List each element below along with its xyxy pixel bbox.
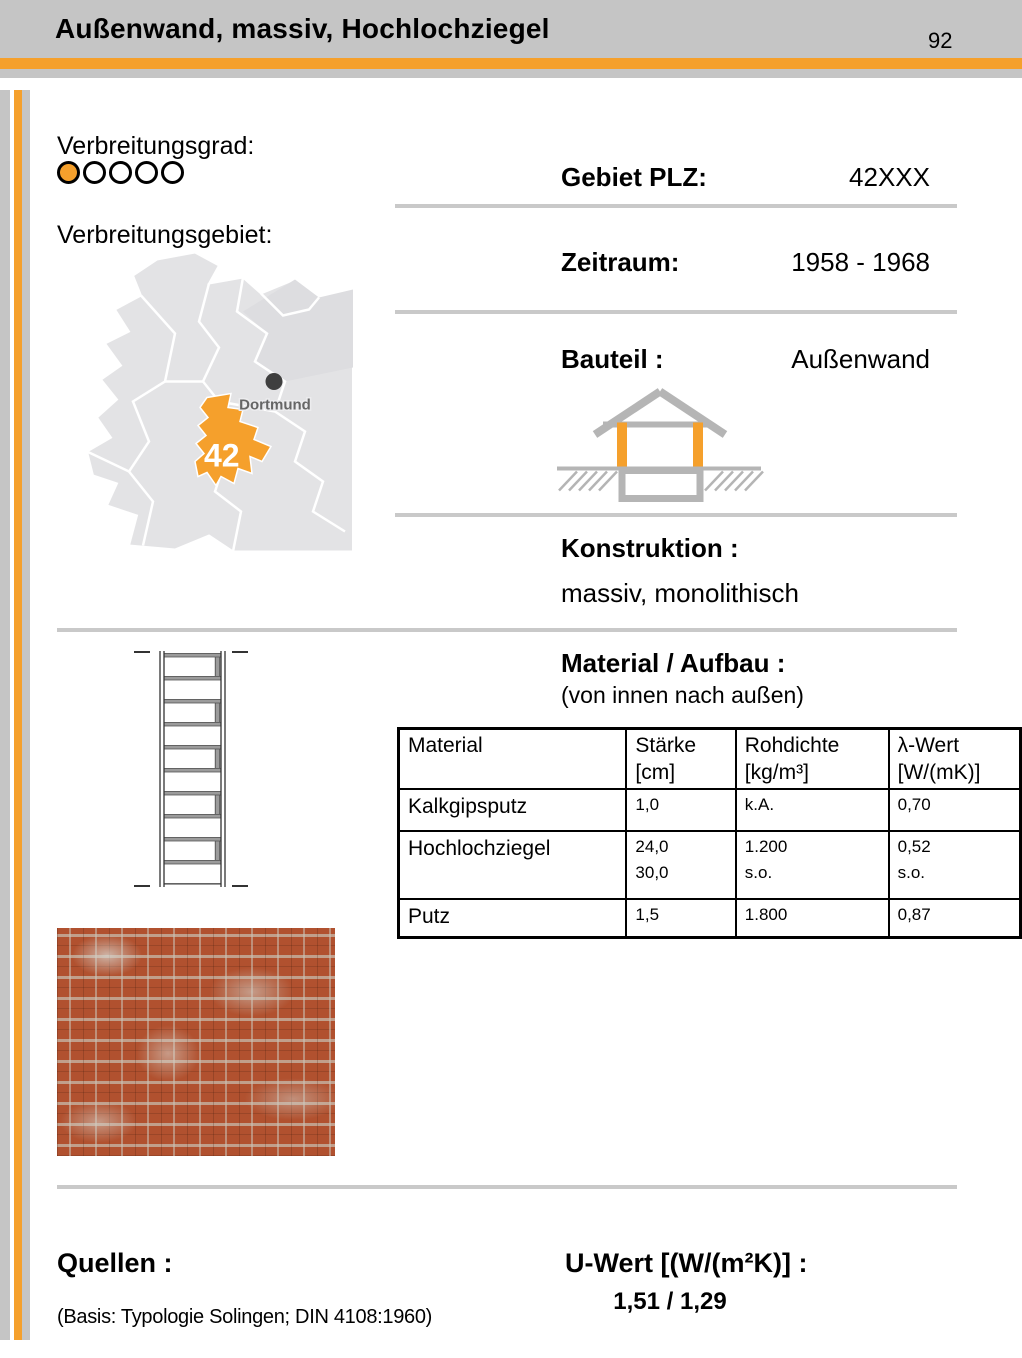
- table-row: [399, 831, 1021, 899]
- region-map: [57, 249, 355, 555]
- cell-material: Hochlochziegel: [399, 831, 627, 899]
- cell-staerke: 24,0 30,0: [626, 831, 735, 899]
- bauteil-value: Außenwand: [791, 344, 930, 374]
- cell-staerke: 1,5: [626, 899, 735, 938]
- wall-left-highlight: [617, 423, 627, 469]
- map-city-label: Dortmund: [239, 396, 311, 414]
- divider-full: [57, 628, 957, 632]
- distribution-dot: [161, 161, 184, 184]
- cell-rohdichte: 1.200 s.o.: [736, 831, 889, 899]
- brick-photo: [57, 928, 335, 1156]
- konstruktion-value: massiv, monolithisch: [561, 578, 799, 608]
- uwert-label: U-Wert [(W/(m²K)] :: [565, 1248, 808, 1278]
- divider: [395, 204, 957, 208]
- roof-left: [595, 392, 660, 435]
- divider: [395, 310, 957, 314]
- page-number: 92: [928, 28, 953, 53]
- distribution-dot: [135, 161, 158, 184]
- uwert-value: 1,51 / 1,29: [613, 1288, 727, 1315]
- distribution-area-label: Verbreitungsgebiet:: [57, 221, 273, 249]
- cell-staerke: 1,0: [626, 789, 735, 831]
- map-region-code: 42: [204, 437, 240, 474]
- table-row: [399, 789, 1021, 831]
- wall-right-highlight: [693, 423, 703, 469]
- basis-text: (Basis: Typologie Solingen; DIN 4108:1960): [57, 1306, 433, 1328]
- ground-hatch-left: [559, 472, 617, 491]
- col-header-lambda: λ-Wert [W/(mK)]: [889, 729, 1021, 790]
- plz-label: Gebiet PLZ:: [561, 162, 707, 192]
- header-band-tail: [0, 69, 1022, 78]
- bauteil-label: Bauteil :: [561, 344, 664, 374]
- house-section-icon: [545, 384, 775, 510]
- col-header-rohdichte: Rohdichte [kg/m³]: [736, 729, 889, 790]
- header-band: [0, 0, 1022, 58]
- col-header-material: Material: [399, 729, 627, 790]
- header-accent-rule: [0, 58, 1022, 69]
- cell-material: Kalkgipsputz: [399, 789, 627, 831]
- left-margin-stripe-gray: [0, 90, 10, 1340]
- zeitraum-value: 1958 - 1968: [791, 247, 930, 277]
- brick-courses: [164, 653, 221, 885]
- roof-right: [660, 392, 725, 435]
- divider-full: [57, 1185, 957, 1189]
- distribution-dot-filled: [57, 161, 80, 184]
- table-header-row: [399, 729, 1021, 790]
- city-dot-icon: [266, 373, 283, 390]
- quellen-label: Quellen :: [57, 1248, 173, 1278]
- page-title: Außenwand, massiv, Hochlochziegel: [55, 13, 550, 44]
- material-subheading: (von innen nach außen): [561, 682, 804, 708]
- ground-hatch-right: [705, 472, 763, 491]
- cell-material: Putz: [399, 899, 627, 938]
- col-header-staerke: Stärke [cm]: [626, 729, 735, 790]
- basement-box: [622, 471, 700, 499]
- distribution-dot: [109, 161, 132, 184]
- material-heading: Material / Aufbau :: [561, 648, 786, 678]
- cell-lambda: 0,52 s.o.: [889, 831, 1021, 899]
- divider: [395, 513, 957, 517]
- distribution-dot: [83, 161, 106, 184]
- distribution-grade-dots: [57, 161, 184, 184]
- material-table: [397, 727, 1022, 939]
- konstruktion-label: Konstruktion :: [561, 533, 739, 563]
- wall-section-graphic: [132, 645, 250, 893]
- plz-value: 42XXX: [849, 162, 930, 192]
- table-row: [399, 899, 1021, 938]
- left-margin-stripe-gray-2: [22, 90, 30, 1340]
- house-section-graphic: [545, 384, 775, 510]
- zeitraum-label: Zeitraum:: [561, 247, 680, 277]
- cell-lambda: 0,70: [889, 789, 1021, 831]
- left-margin-stripe-orange: [14, 90, 22, 1340]
- distribution-grade-label: Verbreitungsgrad:: [57, 132, 255, 160]
- cell-rohdichte: 1.800: [736, 899, 889, 938]
- wall-section-diagram: [132, 645, 250, 893]
- cell-rohdichte: k.A.: [736, 789, 889, 831]
- region-map-graphic: [57, 249, 355, 555]
- cell-lambda: 0,87: [889, 899, 1021, 938]
